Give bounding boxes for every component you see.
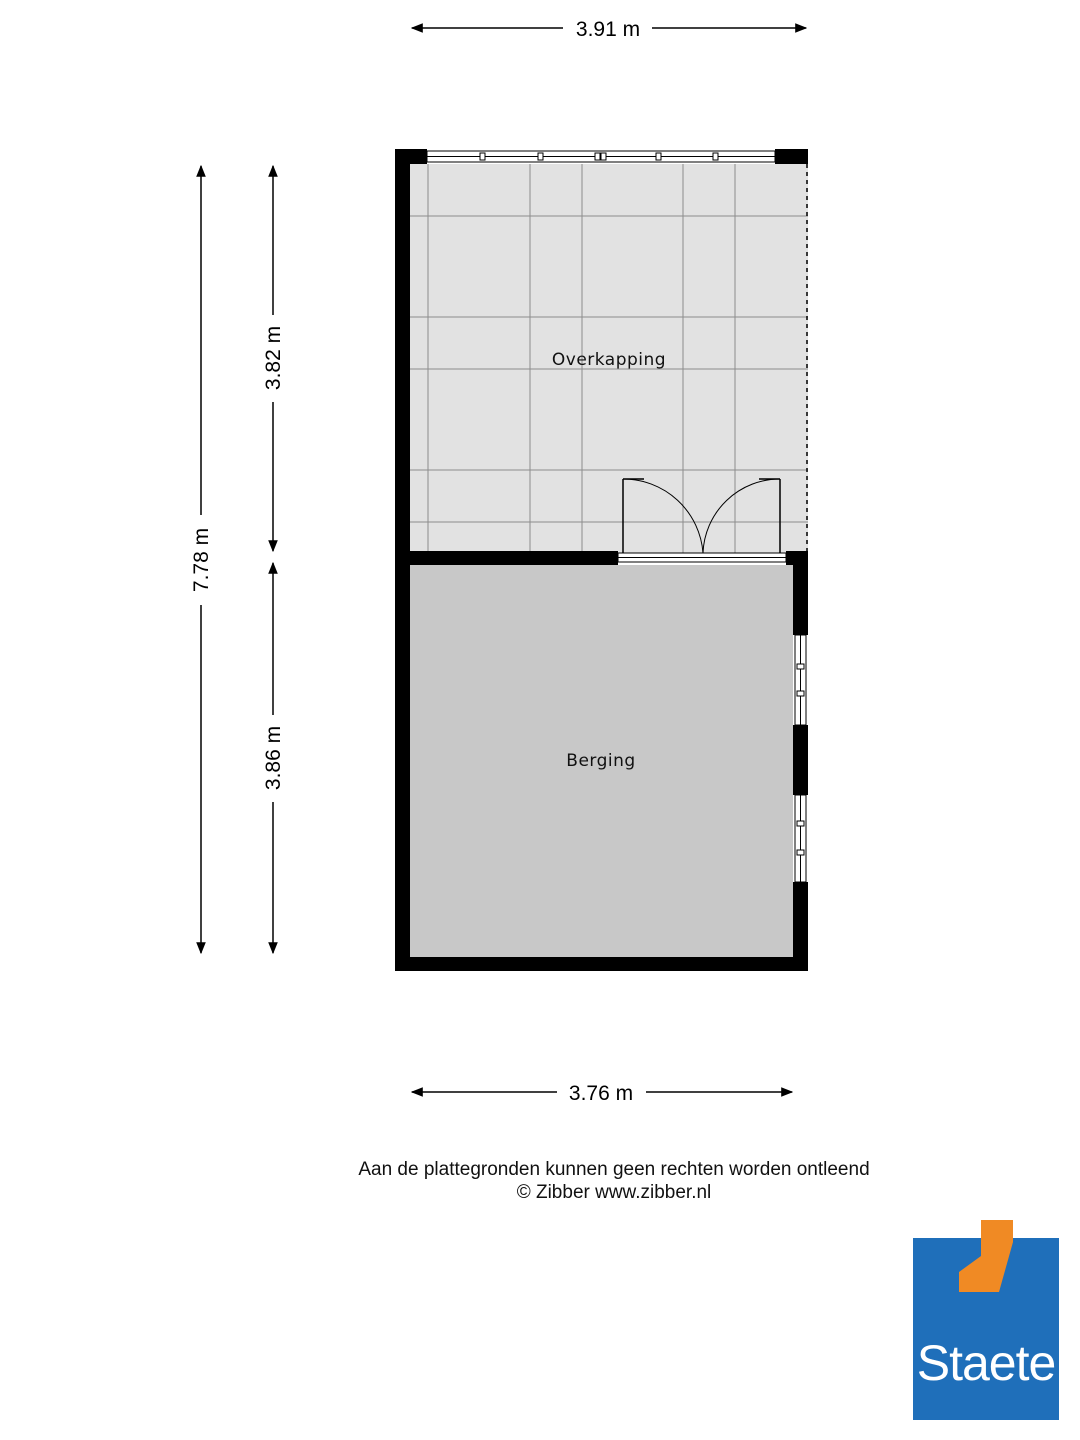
- top-width-dimension: [412, 18, 806, 41]
- total-height-dimension: [190, 166, 213, 953]
- top-width-label: 3.91 m: [575, 18, 641, 41]
- lower-height-label: 3.86 m: [262, 725, 285, 791]
- staete-logo: [913, 1220, 1059, 1420]
- top-window: [427, 151, 775, 162]
- upper-height-dimension: [262, 166, 285, 551]
- bottom-width-label: 3.76 m: [568, 1082, 634, 1105]
- right-window-upper: [795, 635, 806, 725]
- logo-wordmark: Staete: [916, 1335, 1056, 1391]
- right-window-lower: [795, 795, 806, 882]
- overkapping-label: Overkapping: [551, 350, 667, 370]
- lower-height-dimension: [262, 563, 285, 953]
- upper-height-label: 3.82 m: [262, 325, 285, 391]
- bottom-width-dimension: [412, 1082, 792, 1105]
- disclaimer-text: Aan de plattegronden kunnen geen rechten worden ontleend: [358, 1159, 870, 1180]
- berging-label: Berging: [566, 751, 636, 771]
- total-height-label: 7.78 m: [190, 527, 213, 593]
- copyright-link[interactable]: © Zibber www.zibber.nl: [516, 1182, 712, 1203]
